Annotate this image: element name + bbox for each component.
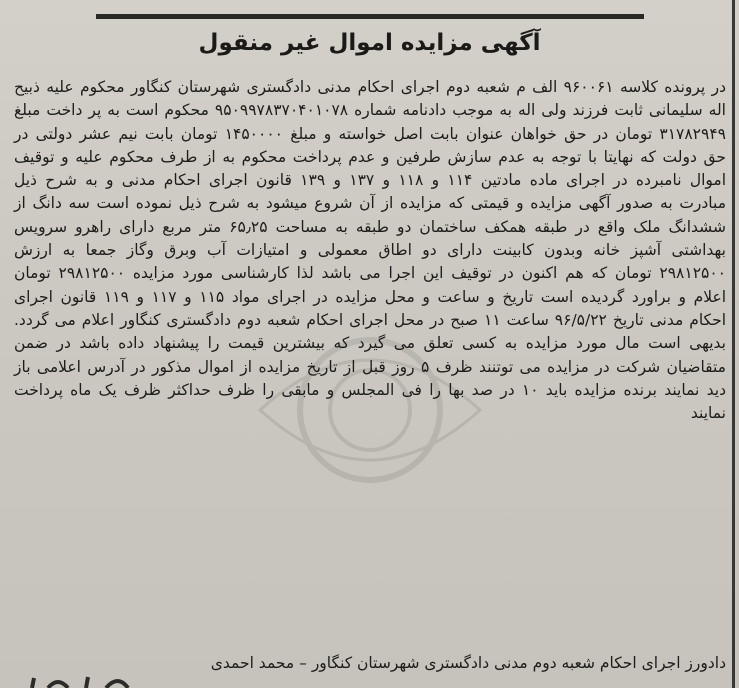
top-rule (96, 14, 644, 19)
notice-title: آگهی مزایده اموال غیر منقول (198, 30, 541, 56)
handwritten-mark (28, 674, 138, 688)
notice-signature: دادورز اجرای احکام شعبه دوم مدنی دادگستری شهرستان کنگاور – محمد احمدی (210, 654, 726, 672)
right-column-rule (732, 0, 735, 688)
notice-body: در پرونده کلاسه ۹۶۰۰۶۱ الف م شعبه دوم اجرای احکام مدنی دادگستری شهرستان کنگاور محکوم علیه ذبیح اله سلیمانی ثابت فرزند ولی اله به موجب دادنامه شماره ۹۵۰۹۹۷۸۳۷۰۴۰۱۰۷۸ محکوم است به پر داخت مبلغ ۳۱۷۸۲۹۴۹ تومان در حق خواهان عنوان بابت اصل خواسته و مبلغ ۱۴۵۰۰۰۰ تومان بابت نیم عشر دولتی در حق دولت که نهایتا با توجه به عدم سازش طرفین و عدم پرداخت محکوم به از طرف محکوم علیه و توقیف اموال نامبرده در اجرای ماده مادتین ۱۱۴ و ۱۱۸ و ۱۳۷ و ۱۳۹ قانون اجرای احکام مدنی و به شرح ذیل مبادرت به صدور آگهی مزایده و قیمتی که مزایده از آن شروع میشود به شرح ذیل نموده است سه دانگ از ششدانگ ملک واقع در طبقه همکف ساختمان دو طبقه به مساحت ۶۵٫۲۵ متر مربع دارای راهرو سرویس بهداشتی آشپز خانه وبدون کابینت دارای دو اطاق معمولی و امتیازات آب وبرق وگاز جمعا به ارزش ۲۹۸۱۲۵۰۰ تومان که هم اکنون در توقیف این اجرا می باشد لذا کارشناسی مورد مزایده ۲۹۸۱۲۵۰۰ تومان اعلام و براورد گردیده است تاریخ و ساعت و محل مزایده در اجرای مواد ۱۱۵ و ۱۱۷ و ۱۱۹ قانون اجرای احکام مدنی تاریخ ۹۶/۵/۲۲ ساعت ۱۱ صبح در محل اجرای احکام شعبه دوم دادگستری کنگاور اعلام می گردد. بدیهی است مال مورد مزایده به کسی تعلق می گیرد که بیشترین قیمت را پیشنهاد داده باشد در ضمن متقاضیان شرکت در مزایده می توتنند ظرف ۵ روز قبل از تاریخ مزایده از اموال مذکور در آدرس اعلامی باز دید نمایند برنده مزایده باید ۱۰ در صد بها را فی المجلس و مابقی را ظرف حداکثر ظرف یک ماه پرداخت نمایند (14, 78, 727, 423)
